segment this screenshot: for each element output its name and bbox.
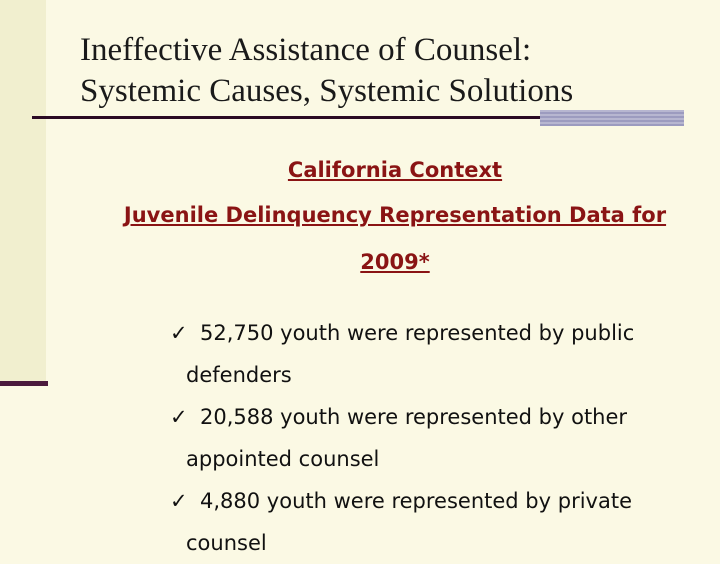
list-item — [170, 312, 690, 396]
title-accent-bar — [540, 110, 684, 126]
title-line-2: Systemic Causes, Systemic Solutions — [80, 73, 574, 109]
heading-data-title: Juvenile Delinquency Representation Data for — [123, 203, 667, 227]
slide-title — [80, 30, 700, 112]
heading-context: California Context — [287, 158, 503, 182]
checkmark-icon: ✓ — [170, 321, 188, 345]
left-decorative-band — [0, 0, 46, 383]
bullet-text: 4,880 youth were represented by private counsel — [186, 489, 632, 555]
left-accent-bar — [0, 381, 48, 386]
checkmark-icon: ✓ — [170, 405, 188, 429]
bullet-text: 20,588 youth were represented by other appointed counsel — [186, 405, 628, 471]
heading-year: 2009* — [360, 250, 430, 274]
title-underline-rule — [32, 116, 540, 119]
checkmark-icon: ✓ — [170, 489, 188, 513]
list-item — [170, 396, 690, 480]
list-item — [170, 480, 690, 564]
bullet-list — [170, 312, 690, 564]
title-line-1: Ineffective Assistance of Counsel: — [80, 32, 532, 68]
bullet-text: 52,750 youth were represented by public defenders — [186, 321, 635, 387]
